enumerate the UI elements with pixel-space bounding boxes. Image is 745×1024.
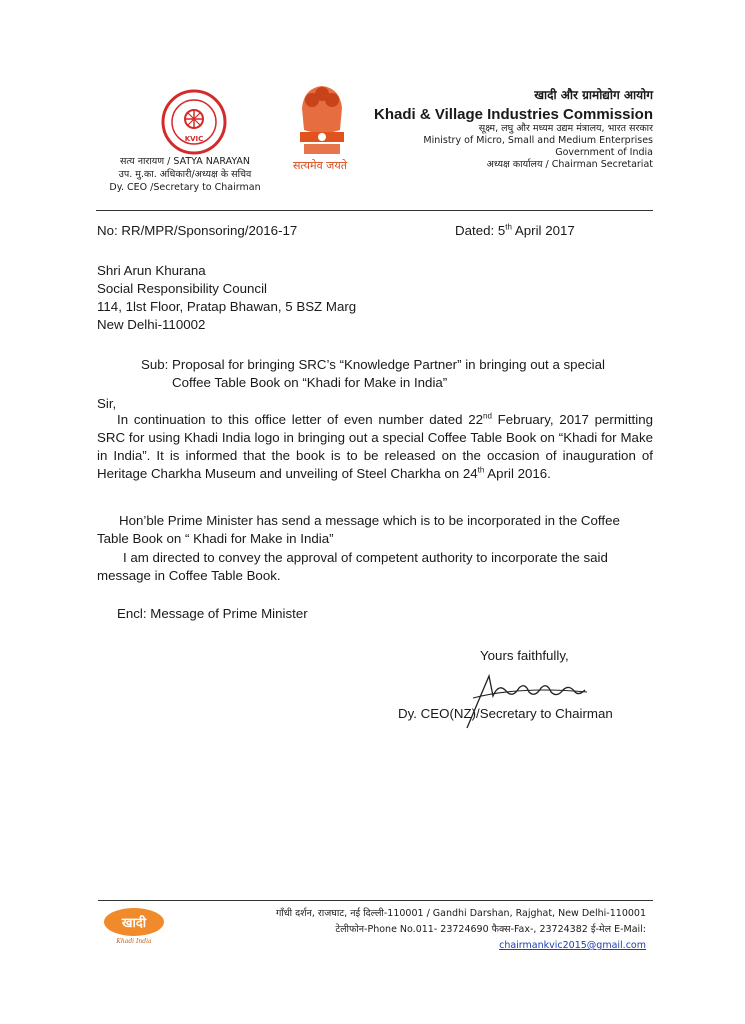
sender-title-hindi: उप. मु.का. अधिकारी/अध्यक्ष के सचिव [118, 169, 252, 180]
paragraph-1 [97, 411, 653, 483]
paragraph-3 [97, 549, 653, 585]
subject-line-2: Coffee Table Book on “Khadi for Make in India” [172, 375, 448, 390]
para1-text-c: April 2016. [484, 466, 551, 481]
sender-block [100, 155, 270, 194]
kvic-logo-text: KVIC [184, 135, 204, 143]
para1-sup-1: nd [483, 411, 492, 421]
reference-number: No: RR/MPR/Sponsoring/2016-17 [97, 223, 298, 238]
footer-divider [98, 900, 653, 901]
paragraph-2 [97, 512, 653, 548]
ministry-english: Ministry of Micro, Small and Medium Enterprises [423, 135, 653, 146]
enclosure: Encl: Message of Prime Minister [117, 606, 308, 621]
salutation: Sir, [97, 396, 117, 411]
signature-icon [459, 668, 589, 734]
para1-text-a: In continuation to this office letter of even number dated 22 [117, 412, 484, 427]
kvic-seal-logo [160, 88, 228, 156]
date-suffix: April 2017 [511, 223, 575, 238]
address-line: 114, 1lst Floor, Pratap Bhawan, 5 BSZ Marg [97, 299, 357, 314]
address-line: New Delhi-110002 [97, 317, 206, 332]
date-prefix: Dated: 5 [455, 223, 506, 238]
emblem-motto: सत्यमेव जयते [292, 159, 347, 172]
para1-sup-2: th [477, 465, 485, 475]
closing: Yours faithfully, [480, 648, 569, 663]
recipient-address [97, 262, 457, 334]
government: Government of India [555, 147, 653, 158]
para3-text: I am directed to convey the approval of competent authority to incorporate the said message in Coffee Table Book. [97, 550, 608, 583]
khadi-india-logo [99, 905, 169, 945]
address-line: Shri Arun Khurana [97, 263, 206, 278]
khadi-logo-subtext: Khadi India [116, 938, 152, 945]
letter-date [455, 222, 575, 240]
secretariat: अध्यक्ष कार्यालय / Chairman Secretariat [486, 159, 653, 170]
footer-line-1: गाँधी दर्शन, राजघाट, नई दिल्ली-110001 / Gandhi Darshan, Rajghat, New Delhi-110001 [275, 908, 646, 919]
sender-name: सत्य नारायण / SATYA NARAYAN [119, 156, 250, 167]
khadi-logo-text: खादी [121, 916, 147, 931]
footer-contact: टेलीफोन-Phone No.011- 23724690 फैक्स-Fax-, 23724382 ई-मेल E-Mail: [335, 924, 646, 935]
footer-address [190, 906, 646, 954]
org-name-hindi: खादी और ग्रामोद्योग आयोग [534, 88, 653, 102]
address-line: Social Responsibility Council [97, 281, 267, 296]
ministry-hindi: सूक्ष्म, लघु और मध्यम उद्यम मंत्रालय, भारत सरकार [478, 123, 653, 134]
para1-text-b: February, 2017 permitting SRC for using Khadi India logo in bringing out a special Coffee Table Book on “Khadi for Make in India”. It is informed that the book is to be released on the occasion of inauguration of Heritage Charkha Museum and unveiling of Steel Charkha on 24 [97, 412, 653, 481]
email-link[interactable]: chairmankvic2015@gmail.com [499, 940, 646, 951]
sender-title-english: Dy. CEO /Secretary to Chairman [109, 182, 261, 193]
footer-line-2 [190, 922, 646, 954]
organization-block [323, 86, 653, 171]
header-divider [96, 210, 653, 211]
signatory-designation: Dy. CEO(NZ)/Secretary to Chairman [398, 706, 613, 721]
para2-text: Hon’ble Prime Minister has send a message which is to be incorporated in the Coffee Table Book on “ Khadi for Make in India” [97, 513, 620, 546]
org-name-english: Khadi & Village Industries Commission [374, 106, 653, 123]
date-sup: th [505, 222, 512, 232]
subject-line-1: Sub: Proposal for bringing SRC’s “Knowledge Partner” in bringing out a special [141, 357, 605, 372]
